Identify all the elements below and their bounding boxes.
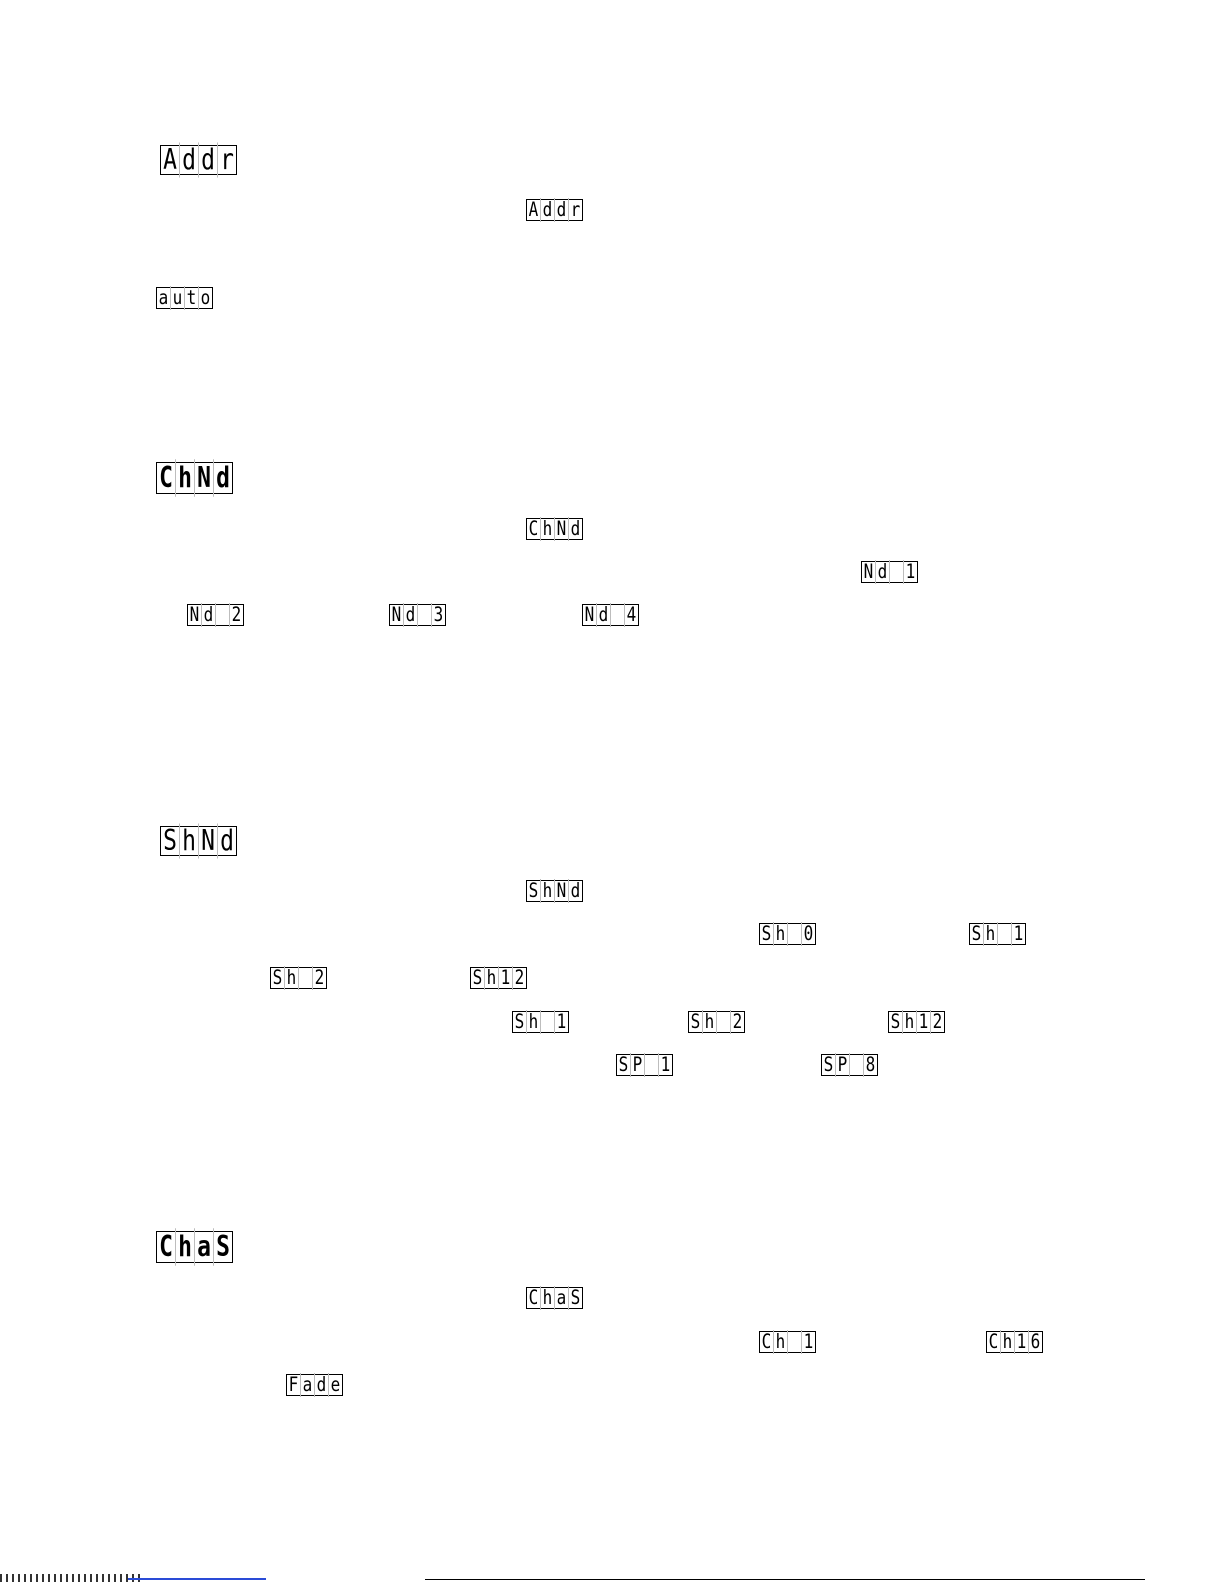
lcd-digit: d [315,1373,329,1397]
lcd-digit: P [836,1053,850,1077]
lcd-digit [788,922,802,946]
lcd-digit [998,922,1012,946]
lcd-digit: N [199,824,218,859]
md1-display [861,561,918,583]
lcd-digit [541,1010,555,1034]
lcd-digit: A [527,198,541,222]
lcd-digit: N [188,603,202,627]
addr-inline-display [526,199,583,221]
lcd-digit [717,1010,731,1034]
lcd-digit [299,966,313,990]
lcd-digit: h [984,922,998,946]
lcd-digit: h [541,517,555,541]
lcd-digit [788,1330,802,1354]
lcd-digit: d [220,824,234,857]
lcd-digit: t [185,286,199,310]
lcd-digit: o [200,286,211,309]
lcd-digit: N [555,517,569,541]
lcd-digit: 1 [660,1053,671,1076]
lcd-digit: h [1001,1330,1015,1354]
lcd-digit: a [555,1286,569,1310]
lcd-digit: C [157,1228,176,1266]
lcd-digit: d [597,603,611,627]
lcd-digit: e [330,1373,341,1396]
lcd-digit: a [157,286,171,310]
footer-rule [425,1579,1145,1580]
shnd-header-display [160,826,237,856]
lcd-digit: N [390,603,404,627]
lcd-digit: a [195,1228,214,1266]
md3-display [389,604,446,626]
lcd-digit: 1 [905,560,916,583]
lcd-digit: S [970,922,984,946]
lcd-digit: A [161,143,180,178]
sh1-display-b [512,1011,569,1033]
lcd-digit: d [876,560,890,584]
lcd-digit: S [689,1010,703,1034]
lcd-digit: S [527,879,541,903]
lcd-digit: r [570,198,581,221]
sh2-display-b [688,1011,745,1033]
sp8-display [821,1054,878,1076]
lcd-digit: S [760,922,774,946]
chnd-header-display [156,462,233,494]
lcd-digit: N [555,879,569,903]
lcd-digit: N [583,603,597,627]
lcd-digit: 2 [514,966,525,989]
lcd-digit: C [527,1286,541,1310]
sp1-display [616,1054,673,1076]
lcd-digit: S [889,1010,903,1034]
lcd-digit: 2 [231,603,242,626]
chas-inline-display [526,1287,583,1309]
lcd-digit: d [404,603,418,627]
auto-display [156,287,213,309]
footer-link-underline [128,1578,266,1580]
shnd-inline-display [526,880,583,902]
ch1-display [759,1331,816,1353]
ch16-display [986,1331,1043,1353]
sh1-display-a [969,923,1026,945]
lcd-digit: 1 [803,1330,814,1353]
lcd-digit: N [195,459,214,497]
lcd-digit: S [161,824,180,859]
lcd-digit: a [301,1373,315,1397]
lcd-digit: d [555,198,569,222]
sh12-display-a [470,967,527,989]
sh0-display [759,923,816,945]
lcd-digit: 6 [1030,1330,1041,1353]
lcd-digit: d [202,603,216,627]
lcd-digit: S [216,1230,230,1263]
lcd-digit: N [862,560,876,584]
lcd-digit [216,603,230,627]
lcd-digit: h [541,879,555,903]
footer-fragment [0,1574,140,1582]
lcd-digit: h [176,1228,195,1266]
lcd-digit [890,560,904,584]
sh12-display-b [888,1011,945,1033]
lcd-digit: h [774,922,788,946]
sh2-display-a [270,967,327,989]
lcd-digit: h [527,1010,541,1034]
lcd-digit: S [617,1053,631,1077]
lcd-digit: h [285,966,299,990]
lcd-digit: 2 [314,966,325,989]
lcd-digit: d [570,879,581,902]
lcd-digit: C [987,1330,1001,1354]
lcd-digit: S [570,1286,581,1309]
lcd-digit: 2 [932,1010,943,1033]
lcd-digit: h [774,1330,788,1354]
lcd-digit: r [220,143,234,176]
lcd-digit: 2 [732,1010,743,1033]
md2-display [187,604,244,626]
lcd-digit: F [287,1373,301,1397]
lcd-digit: h [703,1010,717,1034]
lcd-digit: C [527,517,541,541]
lcd-digit: S [271,966,285,990]
lcd-digit: 0 [803,922,814,945]
chnd-inline-display [526,518,583,540]
lcd-digit [645,1053,659,1077]
fade-display [286,1374,343,1396]
addr-header-display [160,145,237,175]
lcd-digit: 3 [433,603,444,626]
lcd-digit: 8 [865,1053,876,1076]
lcd-digit: d [180,143,199,178]
lcd-digit: 1 [917,1010,931,1034]
lcd-digit: 1 [556,1010,567,1033]
lcd-digit: S [513,1010,527,1034]
lcd-digit: 1 [1015,1330,1029,1354]
lcd-digit: P [631,1053,645,1077]
lcd-digit: d [570,517,581,540]
lcd-digit: S [471,966,485,990]
lcd-digit: h [541,1286,555,1310]
lcd-digit: C [760,1330,774,1354]
lcd-digit: d [199,143,218,178]
lcd-digit: d [216,461,230,494]
lcd-digit: 1 [499,966,513,990]
lcd-digit: h [485,966,499,990]
lcd-digit: d [541,198,555,222]
lcd-digit: 4 [626,603,637,626]
lcd-digit [418,603,432,627]
chas-header-display [156,1231,233,1263]
lcd-digit: h [903,1010,917,1034]
lcd-digit: h [180,824,199,859]
md4-display [582,604,639,626]
lcd-digit [611,603,625,627]
lcd-digit: C [157,459,176,497]
lcd-digit: S [822,1053,836,1077]
lcd-digit: h [176,459,195,497]
lcd-digit [850,1053,864,1077]
lcd-digit: 1 [1013,922,1024,945]
lcd-digit: u [171,286,185,310]
